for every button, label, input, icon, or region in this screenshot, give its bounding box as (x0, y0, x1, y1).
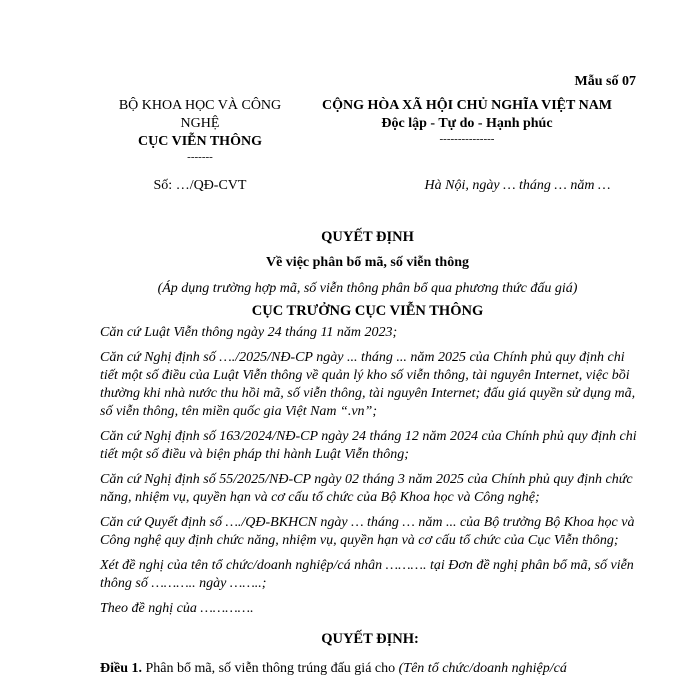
legal-basis: Theo đề nghị của …………. (100, 601, 254, 616)
decision-title: QUYẾT ĐỊNH (321, 229, 414, 245)
legal-basis: Căn cứ Nghị định số 163/2024/NĐ-CP ngày 24 tháng 12 năm 2024 của Chính phủ quy định chi tiết một số điều và biện pháp thi hành Luật Viễn thông; (100, 429, 637, 462)
country-name: CỘNG HÒA XÃ HỘI CHỦ NGHĨA VIỆT NAM (322, 98, 613, 113)
form-number: Mẫu số 07 (574, 74, 636, 89)
decision-subject: Về việc phân bổ mã, số viễn thông (265, 255, 470, 270)
legal-basis: Xét đề nghị của tên tổ chức/doanh nghiệp/cá nhân ………. tại Đơn đề nghị phân bổ mã, số viễn thông số ……….. ngày ……..; (100, 558, 634, 591)
place-and-date: Hà Nội, ngày … tháng … năm … (424, 178, 611, 193)
document-number: Số: …/QĐ-CVT (153, 178, 247, 193)
article-1-text: Phân bổ mã, số viễn thông trúng đấu giá cho (142, 661, 399, 676)
document-body (100, 324, 640, 685)
article-1 (100, 660, 640, 678)
department-name: CỤC VIỄN THÔNG (138, 134, 262, 149)
title-block (100, 228, 635, 320)
national-motto: Độc lập - Tự do - Hạnh phúc (381, 116, 553, 131)
right-separator: --------------- (439, 133, 495, 145)
legal-basis: Căn cứ Luật Viễn thông ngày 24 tháng 11 năm 2023; (100, 325, 398, 340)
national-title-block (322, 97, 612, 145)
ministry-name: BỘ KHOA HỌC VÀ CÔNG NGHỆ (118, 98, 282, 131)
legal-basis: Căn cứ Quyết định số …./QĐ-BKHCN ngày … tháng … năm ... của Bộ trưởng Bộ Khoa học và Công nghệ quy định chức năng, nhiệm vụ, quyền hạn và cơ cấu tổ chức của Cục Viễn thông; (100, 515, 635, 548)
issuing-authority: CỤC TRƯỞNG CỤC VIỄN THÔNG (251, 303, 484, 319)
issuing-agency-block (100, 97, 300, 163)
legal-basis: Căn cứ Nghị định số …./2025/NĐ-CP ngày ... tháng ... năm 2025 của Chính phủ quy định chi tiết một số điều của Luật Viễn thông về quản lý kho số viễn thông, tài nguyên Internet, việc bồi thường khi nhà nước thu hồi mã, số viễn thông, tài nguyên Internet; đấu giá quyền sử dụng mã, số viễn thông, tên miền quốc gia Việt Nam “.vn”; (100, 350, 636, 419)
article-1-label: Điều 1. (100, 661, 142, 676)
article-1-recipient: (Tên tổ chức/doanh nghiệp/cá (398, 661, 567, 676)
legal-basis: Căn cứ Nghị định số 55/2025/NĐ-CP ngày 02 tháng 3 năm 2025 của Chính phủ quy định chức năng, nhiệm vụ, quyền hạn và cơ cấu tổ chức của Bộ Khoa học và Công nghệ; (100, 472, 633, 505)
decision-heading: QUYẾT ĐỊNH: (321, 631, 419, 647)
decision-scope: (Áp dụng trường hợp mã, số viễn thông phân bổ qua phương thức đấu giá) (157, 281, 578, 296)
left-separator: ------- (187, 151, 213, 163)
